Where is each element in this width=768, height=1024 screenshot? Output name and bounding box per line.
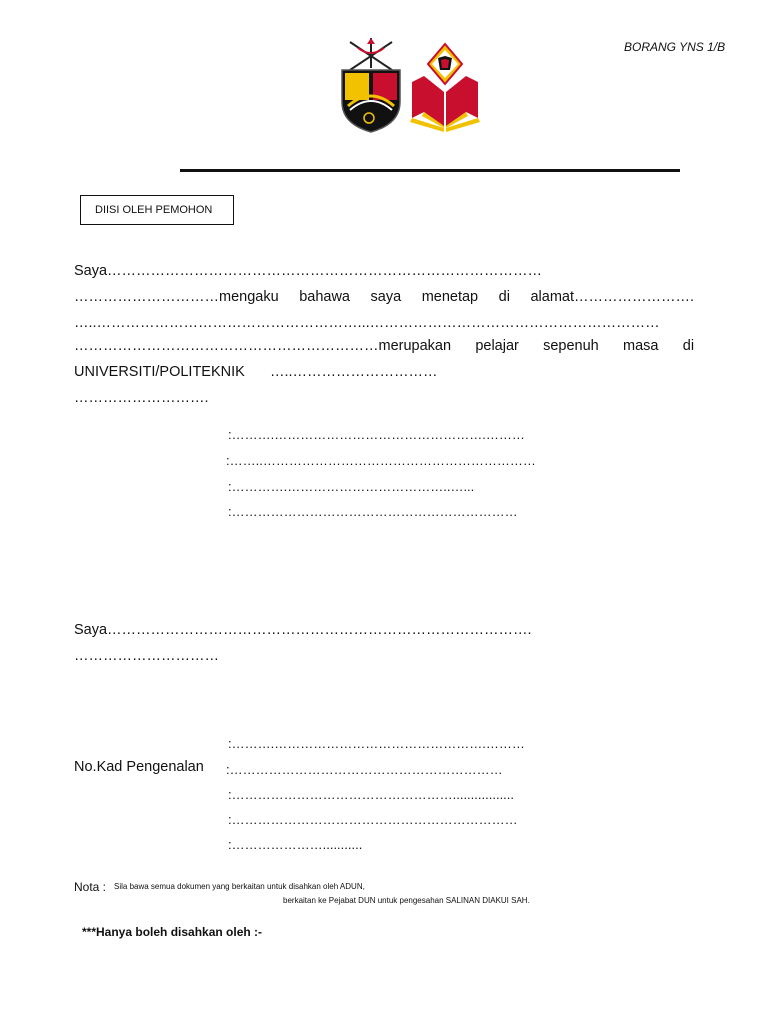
form-code: BORANG YNS 1/B — [624, 40, 726, 54]
note-label: Nota : — [74, 880, 107, 894]
applicant-address-continuation: …..………………………………………………...…………………………………………………… — [74, 315, 660, 331]
section-box-label: DIISI OLEH PEMOHON — [80, 195, 234, 225]
ic-number-label: No.Kad Pengenalan — [74, 759, 204, 775]
crossed-weapons-icon — [350, 38, 392, 70]
note-line-2: berkaitan ke Pejabat DUN untuk pengesahan SALINAN DIAKUI SAH. — [283, 896, 530, 905]
text-fragment: ………………………………………………………merupakan — [74, 338, 452, 354]
verifier-name-line: Saya……………………………………………………………………………. — [74, 622, 532, 638]
applicant-name-line: Saya……………………………………………………………………………… — [74, 263, 543, 279]
field-line: :……….………………………………………….……… — [228, 427, 525, 442]
field-line: :……..……………………………………………………… — [226, 453, 536, 468]
note-line-1: Sila bawa semua dokumen yang berkaitan untuk disahkan oleh ADUN, — [114, 882, 365, 891]
text-fragment: …………………………mengaku — [74, 289, 279, 305]
shield-icon — [342, 70, 400, 132]
text-fragment: bahawa — [299, 289, 350, 305]
institution-dots: …..………………………… — [270, 364, 438, 380]
text-fragment: pelajar — [475, 338, 519, 354]
verification-authority-heading: ***Hanya boleh disahkan oleh :- — [82, 925, 263, 939]
diamond-crest-icon — [428, 44, 462, 84]
text-fragment: sepenuh — [543, 338, 599, 354]
institution-label: UNIVERSITI/POLITEKNIK — [74, 364, 245, 380]
text-fragment: menetap — [421, 289, 479, 305]
header-divider — [180, 169, 680, 172]
field-line: :…………………........... — [228, 837, 363, 852]
text-fragment: masa — [623, 338, 659, 354]
verifier-name-continuation: ………………………… — [74, 648, 219, 664]
coat-of-arms-logo — [336, 36, 406, 136]
field-line: :………….………………………………..…... — [228, 479, 475, 494]
field-line: :………………………………………………………… — [228, 812, 518, 827]
ic-number-field: :……………………………………………………… — [226, 762, 503, 777]
field-line: :……….………………………………………….……… — [228, 736, 525, 751]
field-line: :………………………………………………………… — [228, 504, 518, 519]
text-fragment: saya — [370, 289, 402, 305]
text-fragment: di — [682, 338, 695, 354]
applicant-student-line — [74, 338, 694, 354]
field-line: :……………………………………………................. — [228, 787, 515, 802]
institution-continuation: ………………………. — [74, 390, 209, 406]
text-fragment: di — [498, 289, 510, 305]
yayasan-emblem-logo — [408, 42, 482, 134]
applicant-address-line — [74, 289, 694, 305]
text-fragment: alamat……………………. — [530, 289, 695, 305]
